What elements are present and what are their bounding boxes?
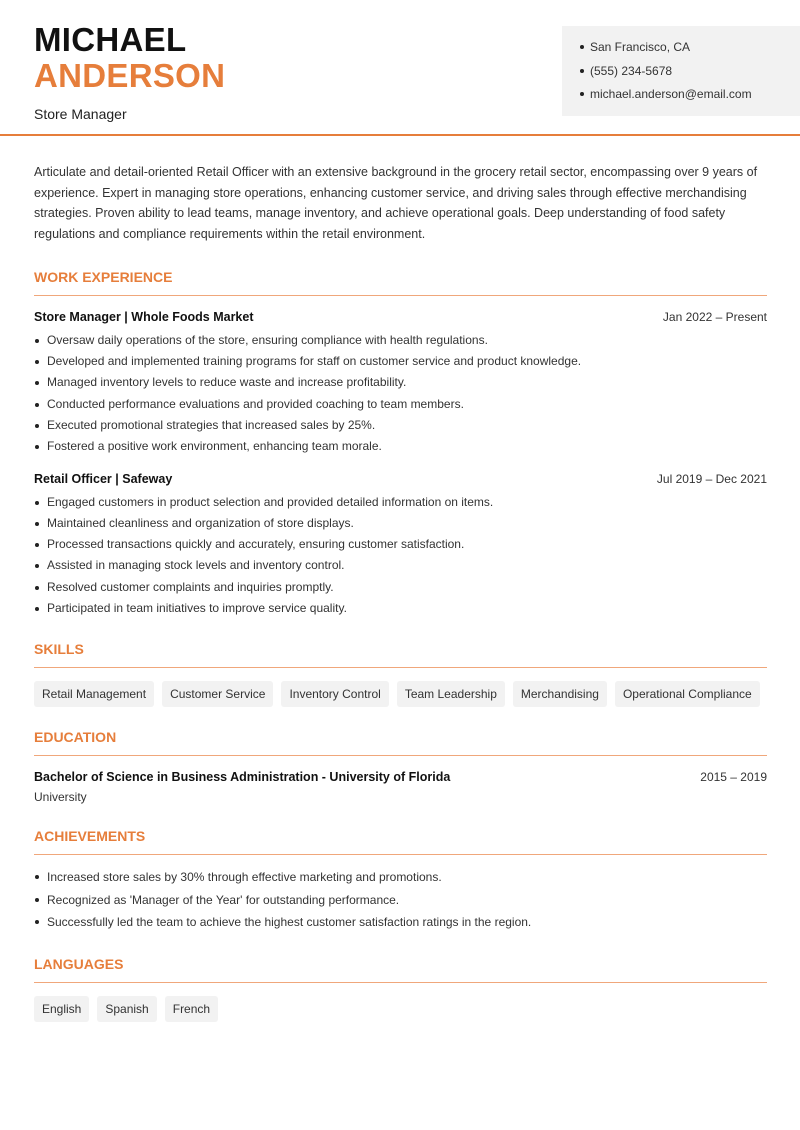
job-bullets-2 [34,492,767,620]
bullet-icon [35,445,39,449]
list-item [34,555,767,576]
summary-text: Articulate and detail-oriented Retail Officer with an extensive background in the grocery retail sector, encompassing over 9 years of experience. Expert in managing store operations, enhancing customer service, and driving sales through effective merchandising strategies. Proven ability to lead teams, manage inventory, and achieve operational goals. Deep understanding of food safety regulations and compliance requirements within the retail environment. [34,165,758,242]
list-item [34,330,767,351]
bullet-icon [35,424,39,428]
job-bullets-1 [34,330,767,458]
contact-location [580,39,800,63]
list-item [34,866,767,889]
bullet-icon [35,898,39,902]
contact-phone-text[interactable]: (555) 234-5678 [590,63,673,78]
bullet-icon [35,403,39,407]
bullet-text: Conducted performance evaluations and provided coaching to team members. [47,396,464,411]
job-title-2: Retail Officer | Safeway [34,471,173,486]
bullet-icon [35,501,39,505]
language-tag: French [165,996,218,1022]
name-block [34,22,225,122]
list-item [34,351,767,372]
section-title-skills: SKILLS [34,641,767,668]
bullet-text: Managed inventory levels to reduce waste and increase profitability. [47,375,407,390]
language-tag: English [34,996,89,1022]
list-item [34,598,767,619]
list-item [34,577,767,598]
contact-location-text: San Francisco, CA [590,40,691,54]
bullet-icon [35,381,39,385]
job-dates-2: Jul 2019 – Dec 2021 [656,471,767,486]
section-title-languages: LANGUAGES [34,956,767,983]
bullet-icon [35,607,39,611]
bullet-text: Fostered a positive work environment, enhancing team morale. [47,439,382,454]
bullet-text: Processed transactions quickly and accurately, ensuring customer satisfaction. [47,537,465,552]
bullet-text: Maintained cleanliness and organization of store displays. [47,515,354,530]
list-item [34,492,767,513]
skills-tags [34,681,767,707]
achievements-list [34,866,767,934]
language-tag: Spanish [97,996,156,1022]
bullet-icon [35,360,39,364]
education-dates: 2015 – 2019 [700,770,767,785]
list-item [34,889,767,912]
education-entry-head [34,770,767,784]
bullet-icon [580,45,584,49]
bullet-icon [35,543,39,547]
contact-email-text[interactable]: michael.anderson@email.com [590,87,752,101]
contact-phone [580,63,800,87]
contact-box [562,26,800,116]
job-dates-1: Jan 2022 – Present [662,309,767,324]
bullet-icon [35,920,39,924]
bullet-text: Developed and implemented training programs for staff on customer service and product knowledge. [47,354,582,369]
institution-type: University [34,790,87,805]
achievements-section [34,828,767,934]
bullet-text: Participated in team initiatives to improve service quality. [47,601,347,616]
bullet-text: Resolved customer complaints and inquiries promptly. [47,579,334,594]
bullet-icon [35,339,39,343]
section-title-education: EDUCATION [34,729,767,756]
contact-email [580,86,800,110]
list-item [34,415,767,436]
first-name: MICHAEL [34,21,187,58]
education-section [34,729,767,804]
skill-tag: Merchandising [513,681,607,707]
section-title-achievements: ACHIEVEMENTS [34,828,767,855]
skill-tag: Retail Management [34,681,154,707]
bullet-text: Recognized as 'Manager of the Year' for outstanding performance. [47,892,400,907]
bullet-text: Engaged customers in product selection and provided detailed information on items. [47,494,494,509]
bullet-icon [35,522,39,526]
bullet-icon [35,586,39,590]
job-title: Store Manager [34,106,127,122]
list-item [34,436,767,457]
section-title-work: WORK EXPERIENCE [34,269,767,296]
list-item [34,911,767,934]
job-entry-head [34,310,767,324]
skill-tag: Customer Service [162,681,273,707]
bullet-text: Successfully led the team to achieve the highest customer satisfaction ratings in the region. [47,915,532,930]
skills-section [34,641,767,707]
skill-tag: Inventory Control [281,681,388,707]
resume-header [0,0,800,136]
work-experience-section [34,269,767,620]
list-item [34,513,767,534]
resume-content [34,162,767,1022]
list-item [34,372,767,393]
bullet-icon [35,875,39,879]
bullet-text: Oversaw daily operations of the store, ensuring compliance with health regulations. [47,332,488,347]
job-entry-head [34,472,767,486]
languages-section [34,956,767,1022]
bullet-text: Assisted in managing stock levels and inventory control. [47,558,345,573]
degree-title: Bachelor of Science in Business Administration - University of Florida [34,770,451,785]
list-item [34,394,767,415]
skill-tag: Team Leadership [397,681,505,707]
skill-tag: Operational Compliance [615,681,760,707]
bullet-icon [580,92,584,96]
job-title-1: Store Manager | Whole Foods Market [34,309,254,324]
bullet-text: Increased store sales by 30% through effective marketing and promotions. [47,870,442,885]
bullet-icon [580,69,584,73]
list-item [34,534,767,555]
bullet-icon [35,564,39,568]
last-name: ANDERSON [34,57,226,94]
bullet-text: Executed promotional strategies that increased sales by 25%. [47,418,376,432]
language-tags [34,996,767,1022]
